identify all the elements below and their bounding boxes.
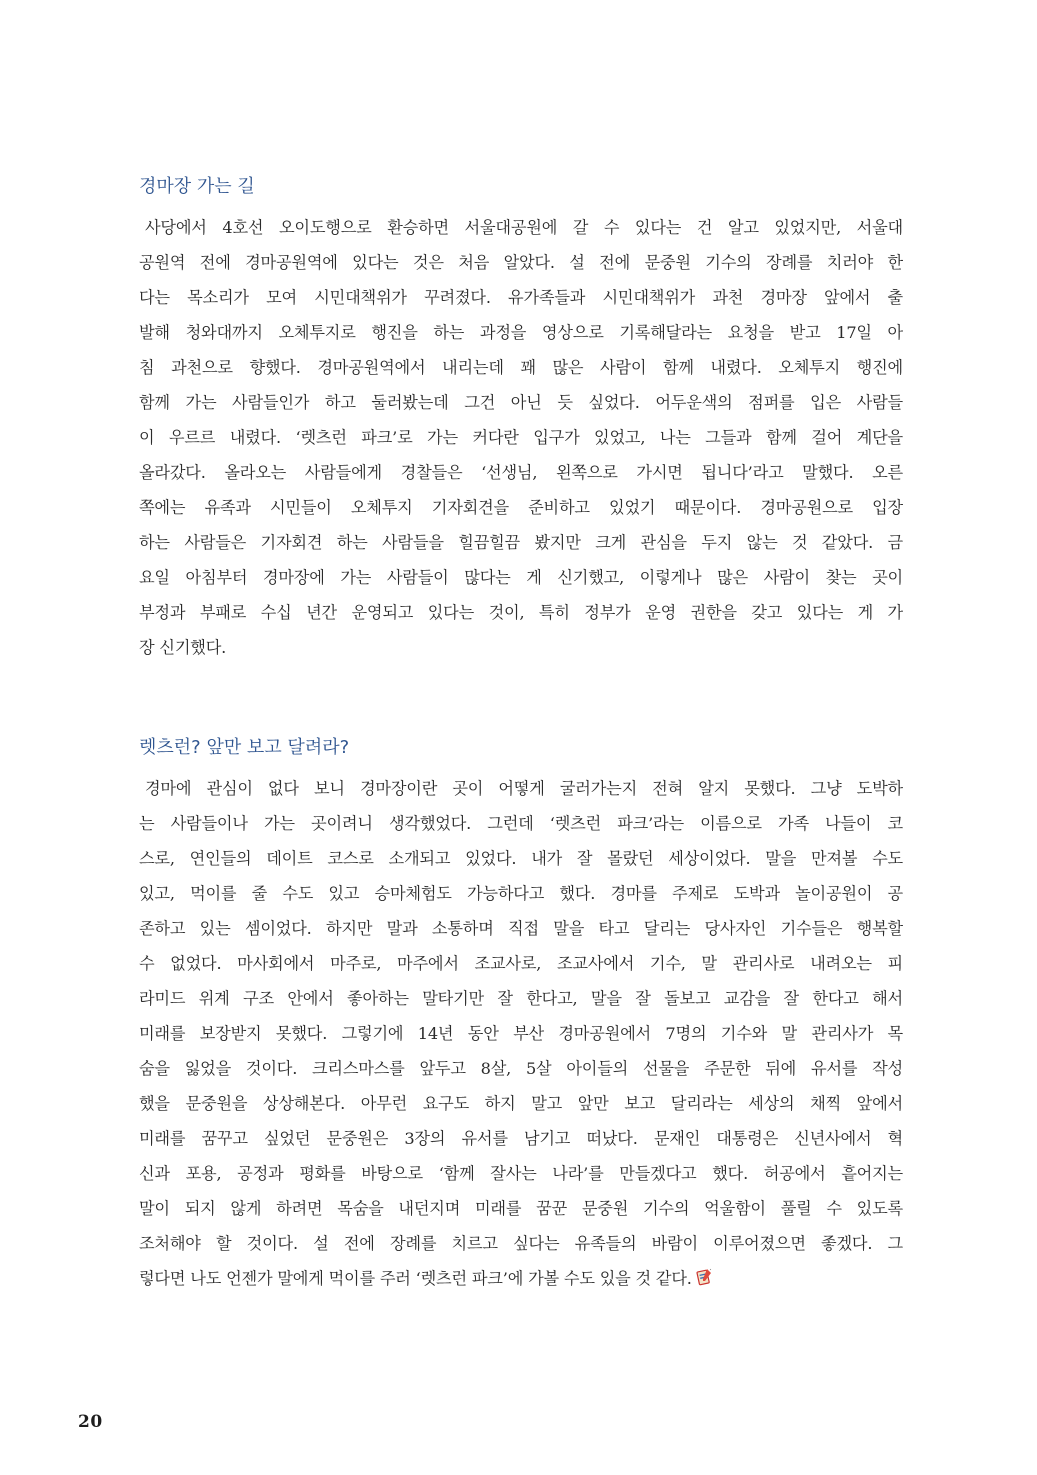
text-line: 사당에서 4호선 오이도행으로 환승하면 서울대공원에 갈 수 있다는 건 알고 있었지만, 서울대 [145, 218, 903, 237]
text-line-final [139, 1261, 903, 1296]
text-line: 존하고 있는 셈이었다. 하지만 말과 소통하며 직접 말을 타고 달리는 당사자인 기수들은 행복할 [139, 919, 903, 938]
text-line: 요일 아침부터 경마장에 가는 사람들이 많다는 게 신기했고, 이렇게나 많은 사람이 찾는 곳이 [139, 568, 903, 587]
section-racetrack-road [139, 170, 903, 665]
text-line: 스로, 연인들의 데이트 코스로 소개되고 있었다. 내가 잘 몰랐던 세상이었다. 말을 만져볼 수도 [139, 849, 903, 868]
section-heading: 렛츠런? 앞만 보고 달려라? [139, 737, 350, 758]
text-line: 공원역 전에 경마공원역에 있다는 것은 처음 알았다. 설 전에 문중원 기수의 장례를 치러야 한 [139, 253, 903, 272]
text-line: 이 우르르 내렸다. ‘렛츠런 파크’로 가는 커다란 입구가 있었고, 나는 그들과 함께 걸어 계단을 [139, 428, 903, 447]
text-line: 발해 청와대까지 오체투지로 행진을 하는 과정을 영상으로 기록해달라는 요청을 받고 17일 아 [139, 323, 903, 342]
text-line: 다는 목소리가 모여 시민대책위가 꾸려졌다. 유가족들과 시민대책위가 과천 경마장 앞에서 출 [139, 288, 903, 307]
text-line: 숨을 잃었을 것이다. 크리스마스를 앞두고 8살, 5살 아이들의 선물을 주문한 뒤에 유서를 작성 [139, 1059, 903, 1078]
text-line: 함께 가는 사람들인가 하고 둘러봤는데 그건 아닌 듯 싶었다. 어두운색의 점퍼를 입은 사람들 [139, 393, 903, 412]
text-line: 부정과 부패로 수십 년간 운영되고 있다는 것이, 특히 정부가 운영 권한을 갖고 있다는 게 가 [139, 603, 903, 622]
text-line: 올라갔다. 올라오는 사람들에게 경찰들은 ‘선생님, 왼쪽으로 가시면 됩니다’라고 말했다. 오른 [139, 463, 903, 482]
section-body [139, 771, 903, 1296]
text-line: 수 없었다. 마사회에서 마주로, 마주에서 조교사로, 조교사에서 기수, 말 관리사로 내려오는 피 [139, 954, 903, 973]
text-line: 미래를 꿈꾸고 싶었던 문중원은 3장의 유서를 남기고 떠났다. 문재인 대통령은 신년사에서 혁 [139, 1129, 903, 1148]
text-line: 라미드 위계 구조 안에서 좋아하는 말타기만 잘 한다고, 말을 잘 돌보고 교감을 잘 한다고 해서 [139, 989, 903, 1008]
text-line: 신과 포용, 공정과 평화를 바탕으로 ‘함께 잘사는 나라’를 만들겠다고 했다. 허공에서 흩어지는 [139, 1164, 903, 1183]
text-line: 조처해야 할 것이다. 설 전에 장례를 치르고 싶다는 유족들의 바람이 이루어졌으면 좋겠다. 그 [139, 1234, 903, 1253]
section-heading: 경마장 가는 길 [139, 176, 255, 197]
text-line: 하는 사람들은 기자회견 하는 사람들을 힐끔힐끔 봤지만 크게 관심을 두지 않는 것 같았다. 금 [139, 533, 903, 552]
pencil-note-icon [696, 1264, 712, 1284]
text-line: 쪽에는 유족과 시민들이 오체투지 기자회견을 준비하고 있었기 때문이다. 경마공원으로 입장 [139, 498, 903, 517]
text-line: 했을 문중원을 상상해본다. 아무런 요구도 하지 말고 앞만 보고 달리라는 세상의 채찍 앞에서 [139, 1094, 903, 1113]
page-number: 20 [78, 1412, 103, 1432]
section-body [139, 210, 903, 665]
text-line: 있고, 먹이를 줄 수도 있고 승마체험도 가능하다고 했다. 경마를 주제로 도박과 놀이공원이 공 [139, 884, 903, 903]
text-line: 장 신기했다. [139, 638, 227, 657]
text-line: 말이 되지 않게 하려면 목숨을 내던지며 미래를 꿈꾼 문중원 기수의 억울함이 풀릴 수 있도록 [139, 1199, 903, 1218]
text-line: 미래를 보장받지 못했다. 그렇기에 14년 동안 부산 경마공원에서 7명의 기수와 말 관리사가 목 [139, 1024, 903, 1043]
text-line: 침 과천으로 향했다. 경마공원역에서 내리는데 꽤 많은 사람이 함께 내렸다. 오체투지 행진에 [139, 358, 903, 377]
text-line: 렇다면 나도 언젠가 말에게 먹이를 주러 ‘렛츠런 파크’에 가볼 수도 있을 것 같다. [139, 1269, 692, 1288]
text-line: 는 사람들이나 가는 곳이려니 생각했었다. 그런데 ‘렛츠런 파크’라는 이름으로 가족 나들이 코 [139, 814, 903, 833]
section-lets-run [139, 731, 903, 1296]
text-line: 경마에 관심이 없다 보니 경마장이란 곳이 어떻게 굴러가는지 전혀 알지 못했다. 그냥 도박하 [145, 779, 903, 798]
